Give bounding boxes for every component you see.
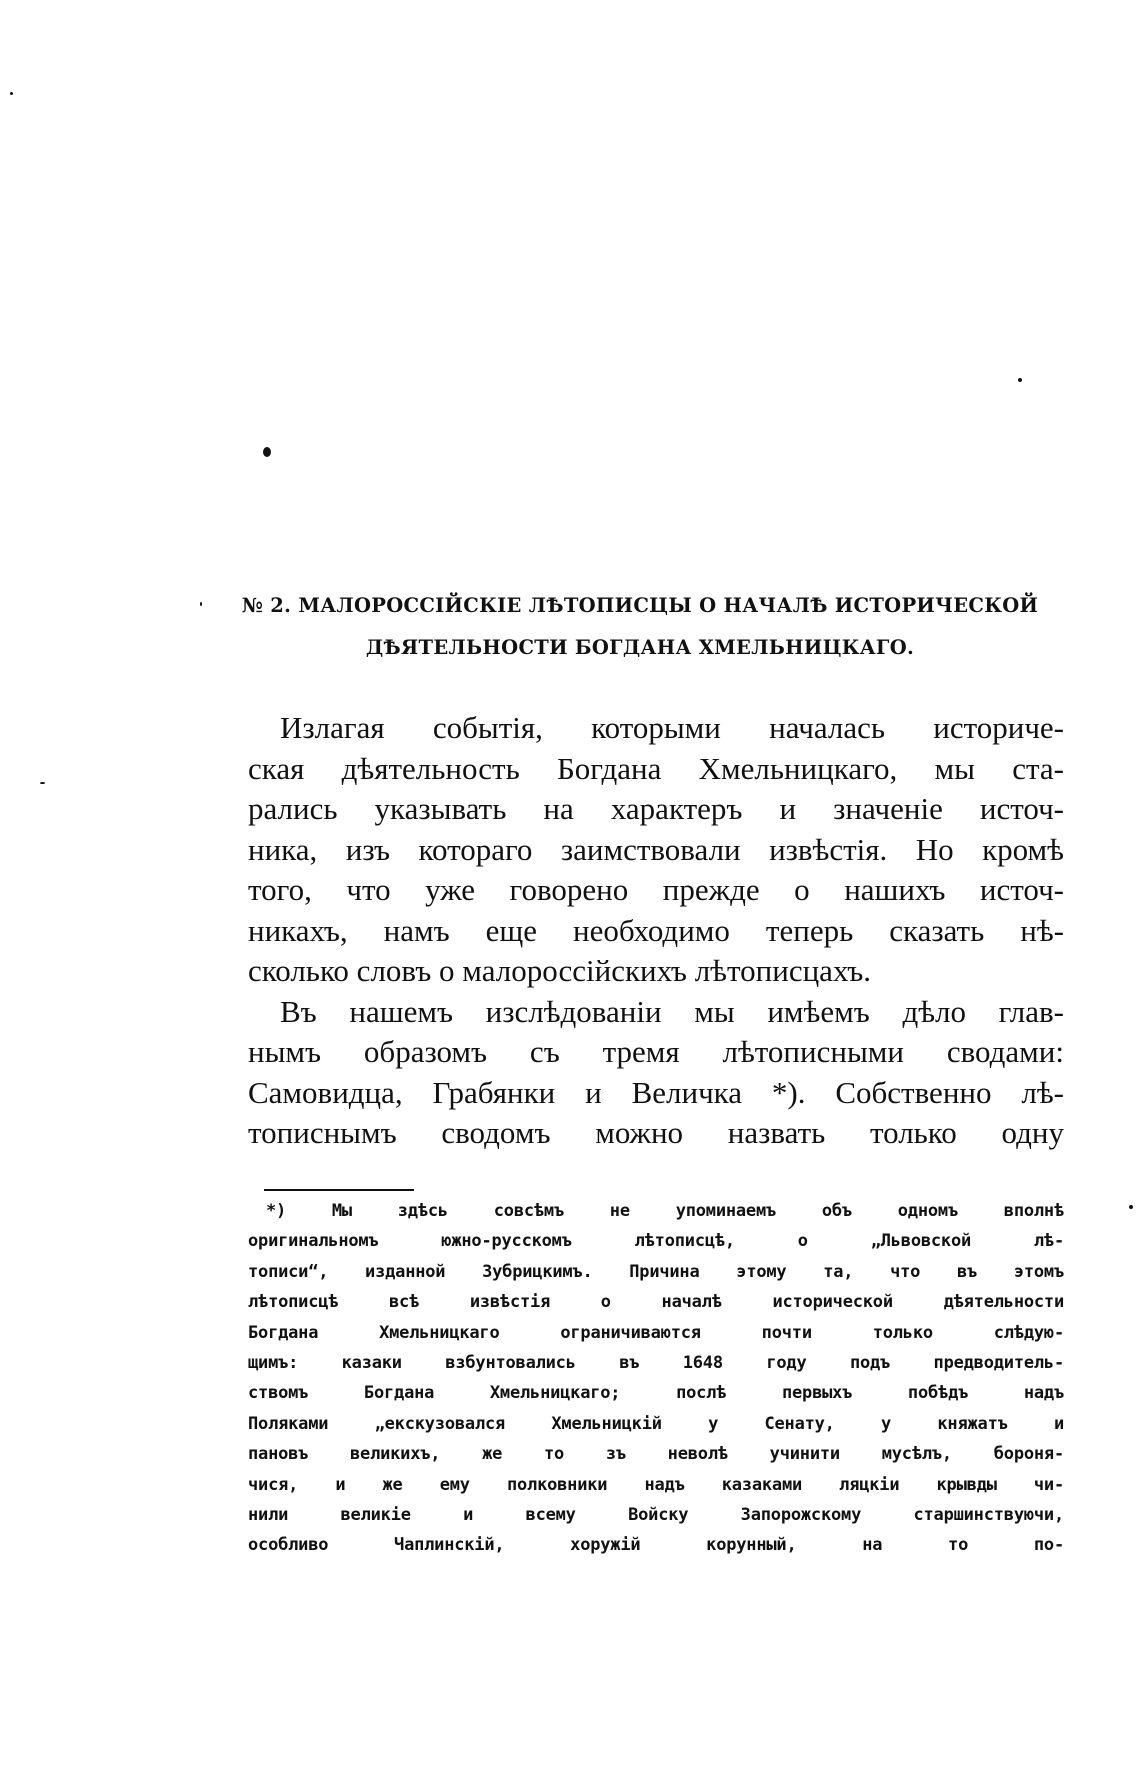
- footnote-separator: [264, 1189, 414, 1191]
- footnote-line: чися, и же ему полковники надъ казаками ляцкіи крывды чи-: [248, 1474, 1064, 1495]
- footnote-line: нили великіе и всему Войску Запорожскому старшинствуючи,: [248, 1504, 1064, 1525]
- footnote-line: лѣтописцѣ всѣ извѣстія о началѣ исторической дѣятельности: [248, 1292, 1064, 1313]
- body-line: Самовидца, Грабянки и Величка *). Собственно лѣ-: [248, 1074, 1064, 1110]
- body-line: ника, изъ котораго заимствовали извѣстія. Но кромѣ: [248, 831, 1064, 867]
- footnote-line: особливо Чаплинскій, хоружій корунный, на то по-: [248, 1535, 1064, 1556]
- ink-speck: [1018, 378, 1022, 382]
- ink-speck: [263, 447, 271, 457]
- footnote-line: тописи“, изданной Зубрицкимъ. Причина этому та, что въ этомъ: [248, 1261, 1064, 1282]
- footnote-line: щимъ: казаки взбунтовались въ 1648 году подъ предводитель-: [248, 1352, 1064, 1373]
- footnote-line: *) Мы здѣсь совсѣмъ не упоминаемъ объ одномъ вполнѣ: [266, 1201, 1064, 1221]
- body-line: того, что уже говорено прежде о нашихъ источ-: [248, 872, 1064, 907]
- heading-line: ДѢЯТЕЛЬНОСТИ БОГДАНА ХМЕЛЬНИЦКАГО.: [365, 636, 915, 659]
- body-line: Въ нашемъ изслѣдованіи мы имѣемъ дѣло глав-: [280, 993, 1064, 1029]
- body-line: тописнымъ сводомъ можно назвать только одну: [248, 1115, 1064, 1150]
- footnote-line: оригинальномъ южно-русскомъ лѣтописцѣ, о „Львовской лѣ-: [248, 1231, 1064, 1252]
- body-line: Излагая событія, которыми началась историче-: [280, 710, 1064, 745]
- ink-speck: [10, 92, 13, 95]
- ink-speck: [40, 782, 45, 784]
- footnote: [248, 1196, 1064, 1561]
- footnote-line: пановъ великихъ, же то зъ неволѣ учинити мусѣлъ, бороня-: [248, 1444, 1064, 1465]
- body-line: ская дѣятельность Богдана Хмельницкаго, мы ста-: [248, 750, 1064, 786]
- footnote-line: Богдана Хмельницкаго ограничиваются почти только слѣдую-: [248, 1322, 1064, 1343]
- footnote-line: Поляками „екскузовался Хмельницкій у Сенату, у княжатъ и: [248, 1413, 1064, 1434]
- body-line: никахъ, намъ еще необходимо теперь сказать нѣ-: [248, 912, 1064, 948]
- footnote-line: ствомъ Богдана Хмельницкаго; послѣ первыхъ побѣдъ надъ: [248, 1383, 1064, 1404]
- section-heading: [200, 585, 1080, 669]
- ink-speck: [1129, 1205, 1133, 1209]
- body-line: сколько словъ о малороссійскихъ лѣтописцахъ.: [248, 953, 872, 988]
- body-line: рались указывать на характеръ и значеніе источ-: [248, 791, 1064, 826]
- body-paragraphs: [248, 708, 1064, 1154]
- body-line: нымъ образомъ съ тремя лѣтописными сводами:: [248, 1034, 1064, 1069]
- heading-line: № 2. МАЛОРОССІЙСКІЕ ЛѢТОПИСЦЫ О НАЧАЛѢ ИСТОРИЧЕСКОЙ: [241, 594, 1039, 617]
